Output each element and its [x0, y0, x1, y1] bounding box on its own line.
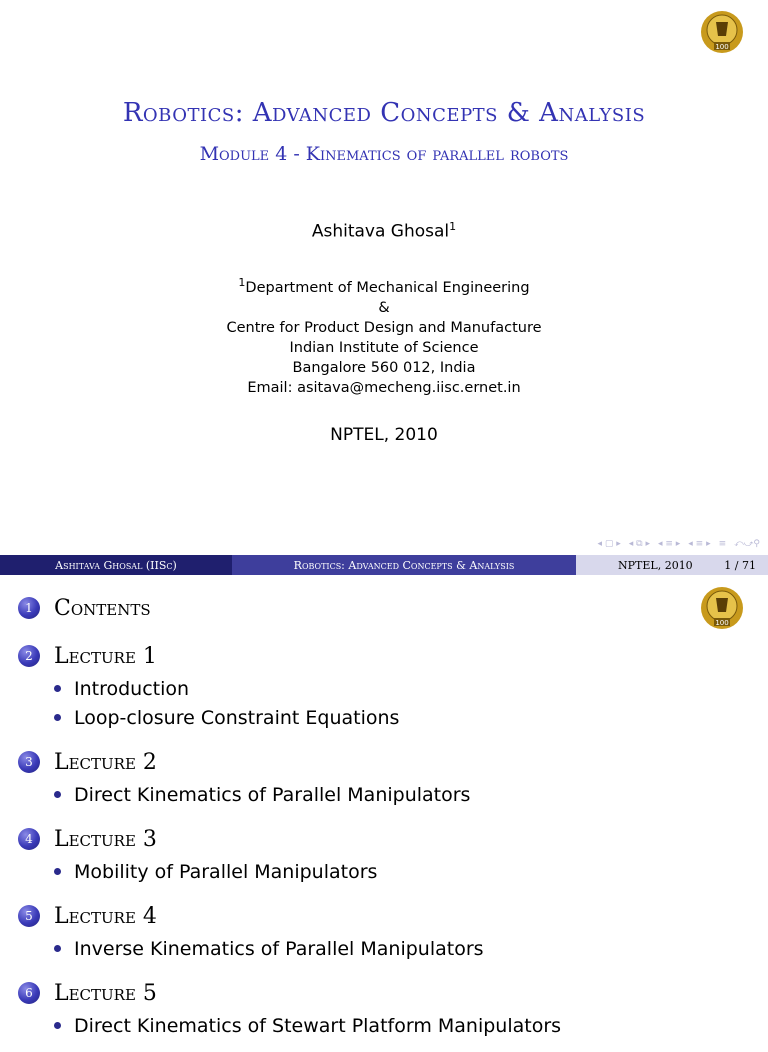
- toc-subsection-label: Mobility of Parallel Manipulators: [74, 860, 378, 883]
- toc-subsection-label: Inverse Kinematics of Parallel Manipulators: [74, 937, 484, 960]
- frame-nav-icon[interactable]: ◂ ▢ ▸: [597, 539, 621, 549]
- toc-subsection[interactable]: [18, 1011, 698, 1040]
- affiliation: [0, 273, 768, 398]
- subsection-nav-icon[interactable]: ◂ ⧉ ▸: [628, 539, 650, 549]
- toc-subsection-label: Direct Kinematics of Parallel Manipulators: [74, 783, 471, 806]
- toc-subsection[interactable]: [18, 674, 698, 703]
- section-number-ball-icon: 5: [18, 905, 40, 927]
- toc-subsection[interactable]: [18, 857, 698, 886]
- footline-info: [576, 555, 768, 575]
- footline: [0, 555, 768, 575]
- toc-section: [18, 590, 698, 626]
- toc-section: [18, 638, 698, 732]
- affiliation-centre: Centre for Product Design and Manufacture: [226, 319, 542, 336]
- svg-text:100: 100: [715, 619, 729, 627]
- footline-author: Ashitava Ghosal (IISc): [0, 555, 232, 575]
- toc-section-title: Lecture 2: [54, 749, 157, 775]
- bullet-icon: [54, 945, 61, 952]
- toc-section: [18, 975, 698, 1040]
- section-number-ball-icon: 2: [18, 645, 40, 667]
- toc-section-heading[interactable]: [18, 744, 698, 780]
- presentation-date: NPTEL, 2010: [330, 425, 438, 445]
- toc-section: [18, 821, 698, 886]
- navigation-bar: [598, 537, 760, 551]
- affiliation-email: Email: asitava@mecheng.iisc.ernet.in: [247, 379, 521, 396]
- bullet-icon: [54, 1022, 61, 1029]
- toc-section-heading[interactable]: [18, 638, 698, 674]
- section-number-ball-icon: 3: [18, 751, 40, 773]
- toc-section-title: Lecture 3: [54, 826, 157, 852]
- affiliation-institute: Indian Institute of Science: [289, 339, 479, 356]
- toc-section-title: Lecture 4: [54, 903, 157, 929]
- section-number-ball-icon: 6: [18, 982, 40, 1004]
- toc-subsection[interactable]: [18, 703, 698, 732]
- author-mark: 1: [449, 220, 457, 233]
- toc-section: [18, 744, 698, 809]
- footline-title: Robotics: Advanced Concepts & Analysis: [232, 555, 576, 575]
- presentation-subtitle: Module 4 - Kinematics of parallel robots: [199, 143, 569, 165]
- toc-section-heading[interactable]: [18, 590, 698, 626]
- affiliation-mark: 1: [238, 276, 246, 289]
- author-name: Ashitava Ghosal: [311, 221, 450, 242]
- bullet-icon: [54, 791, 61, 798]
- bullet-icon: [54, 685, 61, 692]
- toc-section-title: Lecture 1: [54, 643, 157, 669]
- toc-section-title: Contents: [54, 595, 151, 621]
- toc-subsection[interactable]: [18, 934, 698, 963]
- toc-section: [18, 898, 698, 963]
- table-of-contents: [18, 590, 698, 1052]
- toc-section-heading[interactable]: [18, 898, 698, 934]
- outline-slide: [0, 576, 768, 1037]
- affiliation-ampersand: &: [378, 299, 390, 316]
- bullet-icon: [54, 868, 61, 875]
- section-nav-icon[interactable]: ◂ ≡ ▸: [657, 539, 681, 549]
- section-nav-icon-2[interactable]: ◂ ≡ ▸: [688, 539, 711, 549]
- toc-subsection-label: Introduction: [74, 677, 190, 700]
- toc-section-title: Lecture 5: [54, 980, 157, 1006]
- align-nav-icon[interactable]: ≡: [718, 539, 727, 549]
- presentation-title: Robotics: Advanced Concepts & Analysis: [122, 98, 646, 128]
- toc-subsection[interactable]: [18, 780, 698, 809]
- toc-section-heading[interactable]: [18, 821, 698, 857]
- section-number-ball-icon: 4: [18, 828, 40, 850]
- author: [0, 220, 768, 242]
- iisc-centenary-logo: [698, 10, 746, 58]
- search-nav-icon[interactable]: ⤺⤻⚲: [734, 539, 760, 549]
- toc-section-heading[interactable]: [18, 975, 698, 1011]
- footline-page: 1 / 71: [724, 558, 756, 572]
- iisc-centenary-logo: [698, 586, 746, 634]
- footline-date: NPTEL, 2010: [618, 558, 693, 572]
- section-number-ball-icon: 1: [18, 597, 40, 619]
- affiliation-department: Department of Mechanical Engineering: [245, 279, 530, 296]
- bullet-icon: [54, 714, 61, 721]
- svg-text:100: 100: [715, 43, 729, 51]
- toc-subsection-label: Direct Kinematics of Stewart Platform Manipulators: [74, 1014, 562, 1037]
- affiliation-address: Bangalore 560 012, India: [292, 359, 476, 376]
- toc-subsection-label: Loop-closure Constraint Equations: [74, 706, 400, 729]
